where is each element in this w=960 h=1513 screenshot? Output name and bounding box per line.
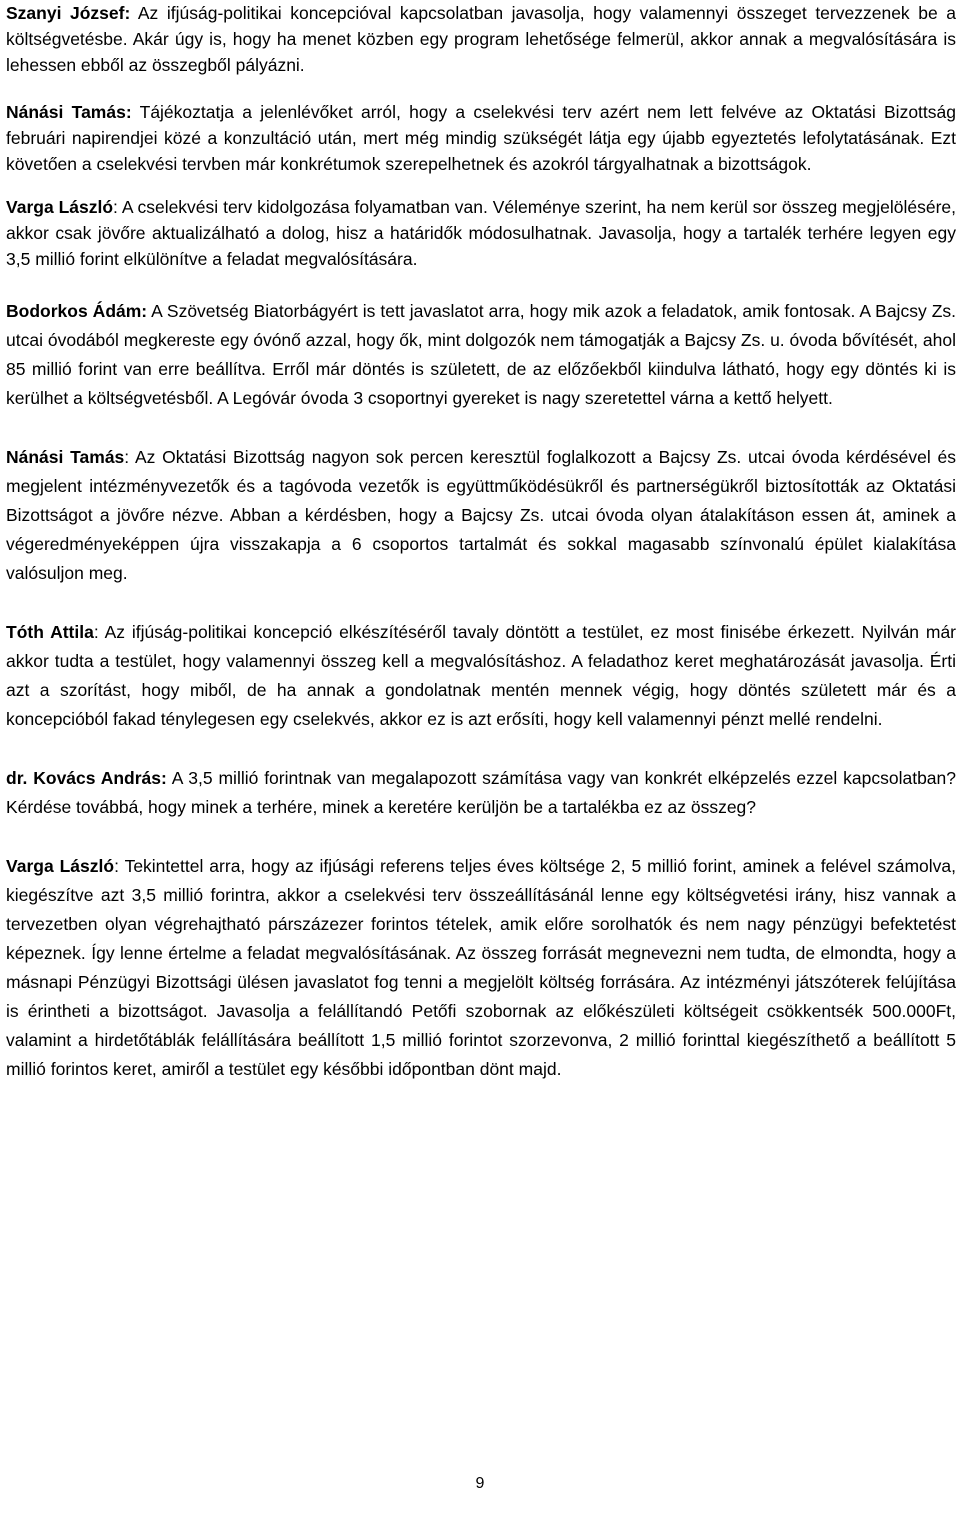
- paragraph-szanyi-jozsef: [6, 0, 956, 78]
- paragraph-text: : A cselekvési terv kidolgozása folyamatban van. Véleménye szerint, ha nem kerül sor összeg megjelölésére, akkor csak jövőre aktualizálható a dolog, hisz a határidők módosulhatnak. Javasolja, hogy a tartalék terhére legyen egy 3,5 millió forint elkülönítve a feladat megvalósítására.: [6, 197, 956, 269]
- paragraph-text: : Az ifjúság-politikai koncepció elkészítéséről tavaly döntött a testület, ez most finisébe érkezett. Nyilván már akkor tudta a testület, hogy valamennyi összeg kell a megvalósításhoz. A feladathoz keret meghatározását javasolja. Érti azt a szorítást, hogy miből, de ha annak a gondolatnak mentén mennek végig, hogy döntés született már és a koncepcióból fakad ténylegesen egy cselekvés, akkor ez is azt erősíti, hogy kell valamennyi pénzt mellé rendelni.: [6, 622, 957, 729]
- paragraph-text: : Tekintettel arra, hogy az ifjúsági referens teljes éves költsége 2, 5 millió forint, aminek a felével számolva, kiegészítve azt 3,5 millió forintra, akkor a cselekvési terv összeállításánál lenne egy költségvetési irány, hisz vannak a tervezetben olyan végrehajtható párszázezer forintos tételek, amik előre sorolhatók és nem nagy pénzügyi befektetést képeznek. Így lenne értelme a feladat megvalósításának. Az összeg forrását megnevezni nem tudta, de elmondta, hogy a másnapi Pénzügyi Bizottsági ülésen javaslatot fog tenni a megjelölt költség forrására. Az intézményi játszóterek felújítása is érintheti a bizottságot. Javasolja a felállítandó Petőfi szobornak az előkészületi költségeit csökkentsék 500.000Ft, valamint a hirdetőtáblák felállítására beállított 1,5 millió forintot szorzevonva, 2 millió forinttal kiegészíthető a beállított 5 millió forintos keret, amiről a testület egy későbbi időpontban dönt majd.: [6, 856, 956, 1079]
- speaker-name: dr. Kovács András:: [6, 768, 167, 788]
- speaker-name: Bodorkos Ádám:: [6, 301, 148, 321]
- paragraph-text: A Szövetség Biatorbágyért is tett javaslatot arra, hogy mik azok a feladatok, amik fontosak. A Bajcsy Zs. utcai óvodából megkereste egy óvónő azzal, hogy ők, mint dolgozók nem támogatják a Bajcsy Zs. u. óvoda bővítését, ahol 85 millió forint van erre beállítva. Erről már döntés is született, de az előzőekből kiindulva látható, hogy egy döntés ki is kerülhet a költségvetésből. A Legóvár óvoda 3 csoportnyi gyereket is nagy szeretettel várna a kettő helyett.: [6, 301, 957, 408]
- page-number: 9: [475, 1475, 485, 1492]
- paragraph-kovacs-andras: [6, 764, 956, 822]
- paragraph-text: : Az Oktatási Bizottság nagyon sok percen keresztül foglalkozott a Bajcsy Zs. utcai óvoda kérdésével és megjelent intézményvezetők és a tagóvoda vezetők is együttműködésükről és partnerségükről biztosították az Oktatási Bizottságot a jövőre nézve. Abban a kérdésben, hogy a Bajcsy Zs. utcai óvoda olyan átalakításon essen át, aminek a végeredményeképpen újra visszakapja a 6 csoportos tartalmát és sokkal magasabb színvonalú épület kialakítása valósuljon meg.: [6, 447, 957, 583]
- paragraph-text: A 3,5 millió forintnak van megalapozott számítása vagy van konkrét elképzelés ezzel kapcsolatban? Kérdése továbbá, hogy minek a terhére, minek a keretére kerüljön be a tartalékba ez az összeg?: [6, 768, 956, 817]
- speaker-name: Varga László: [6, 197, 114, 217]
- paragraph-toth-attila: [6, 618, 956, 734]
- paragraph-varga-laszlo-2: [6, 852, 956, 1084]
- speaker-name: Szanyi József:: [6, 3, 131, 23]
- paragraph-bodorkos-adam: [6, 297, 956, 413]
- speaker-name: Nánási Tamás:: [6, 102, 132, 122]
- paragraph-text: Tájékoztatja a jelenlévőket arról, hogy a cselekvési terv azért nem lett felvéve az Oktatási Bizottság februári napirendjei közé a konzultáció után, mert még mindig szükségét látja egy újabb egyeztetés lefolytatásának. Ezt követően a cselekvési tervben már konkrétumok szerepelhetnek és azokról tárgyalhatnak a bizottságok.: [6, 102, 956, 174]
- speaker-name: Varga László: [6, 856, 115, 876]
- speaker-name: Nánási Tamás: [6, 447, 125, 467]
- speaker-name: Tóth Attila: [6, 622, 94, 642]
- paragraph-varga-laszlo-1: [6, 194, 956, 272]
- document-page: [6, 0, 956, 1084]
- paragraph-nanasi-tamas-1: [6, 99, 956, 177]
- paragraph-nanasi-tamas-2: [6, 443, 956, 588]
- paragraph-text: Az ifjúság-politikai koncepcióval kapcsolatban javasolja, hogy valamennyi összeget tervezzenek be a költségvetésbe. Akár úgy is, hogy ha menet közben egy program lehetősége felmerül, akkor annak a megvalósítására is lehessen ebből az összegből pályázni.: [6, 3, 956, 75]
